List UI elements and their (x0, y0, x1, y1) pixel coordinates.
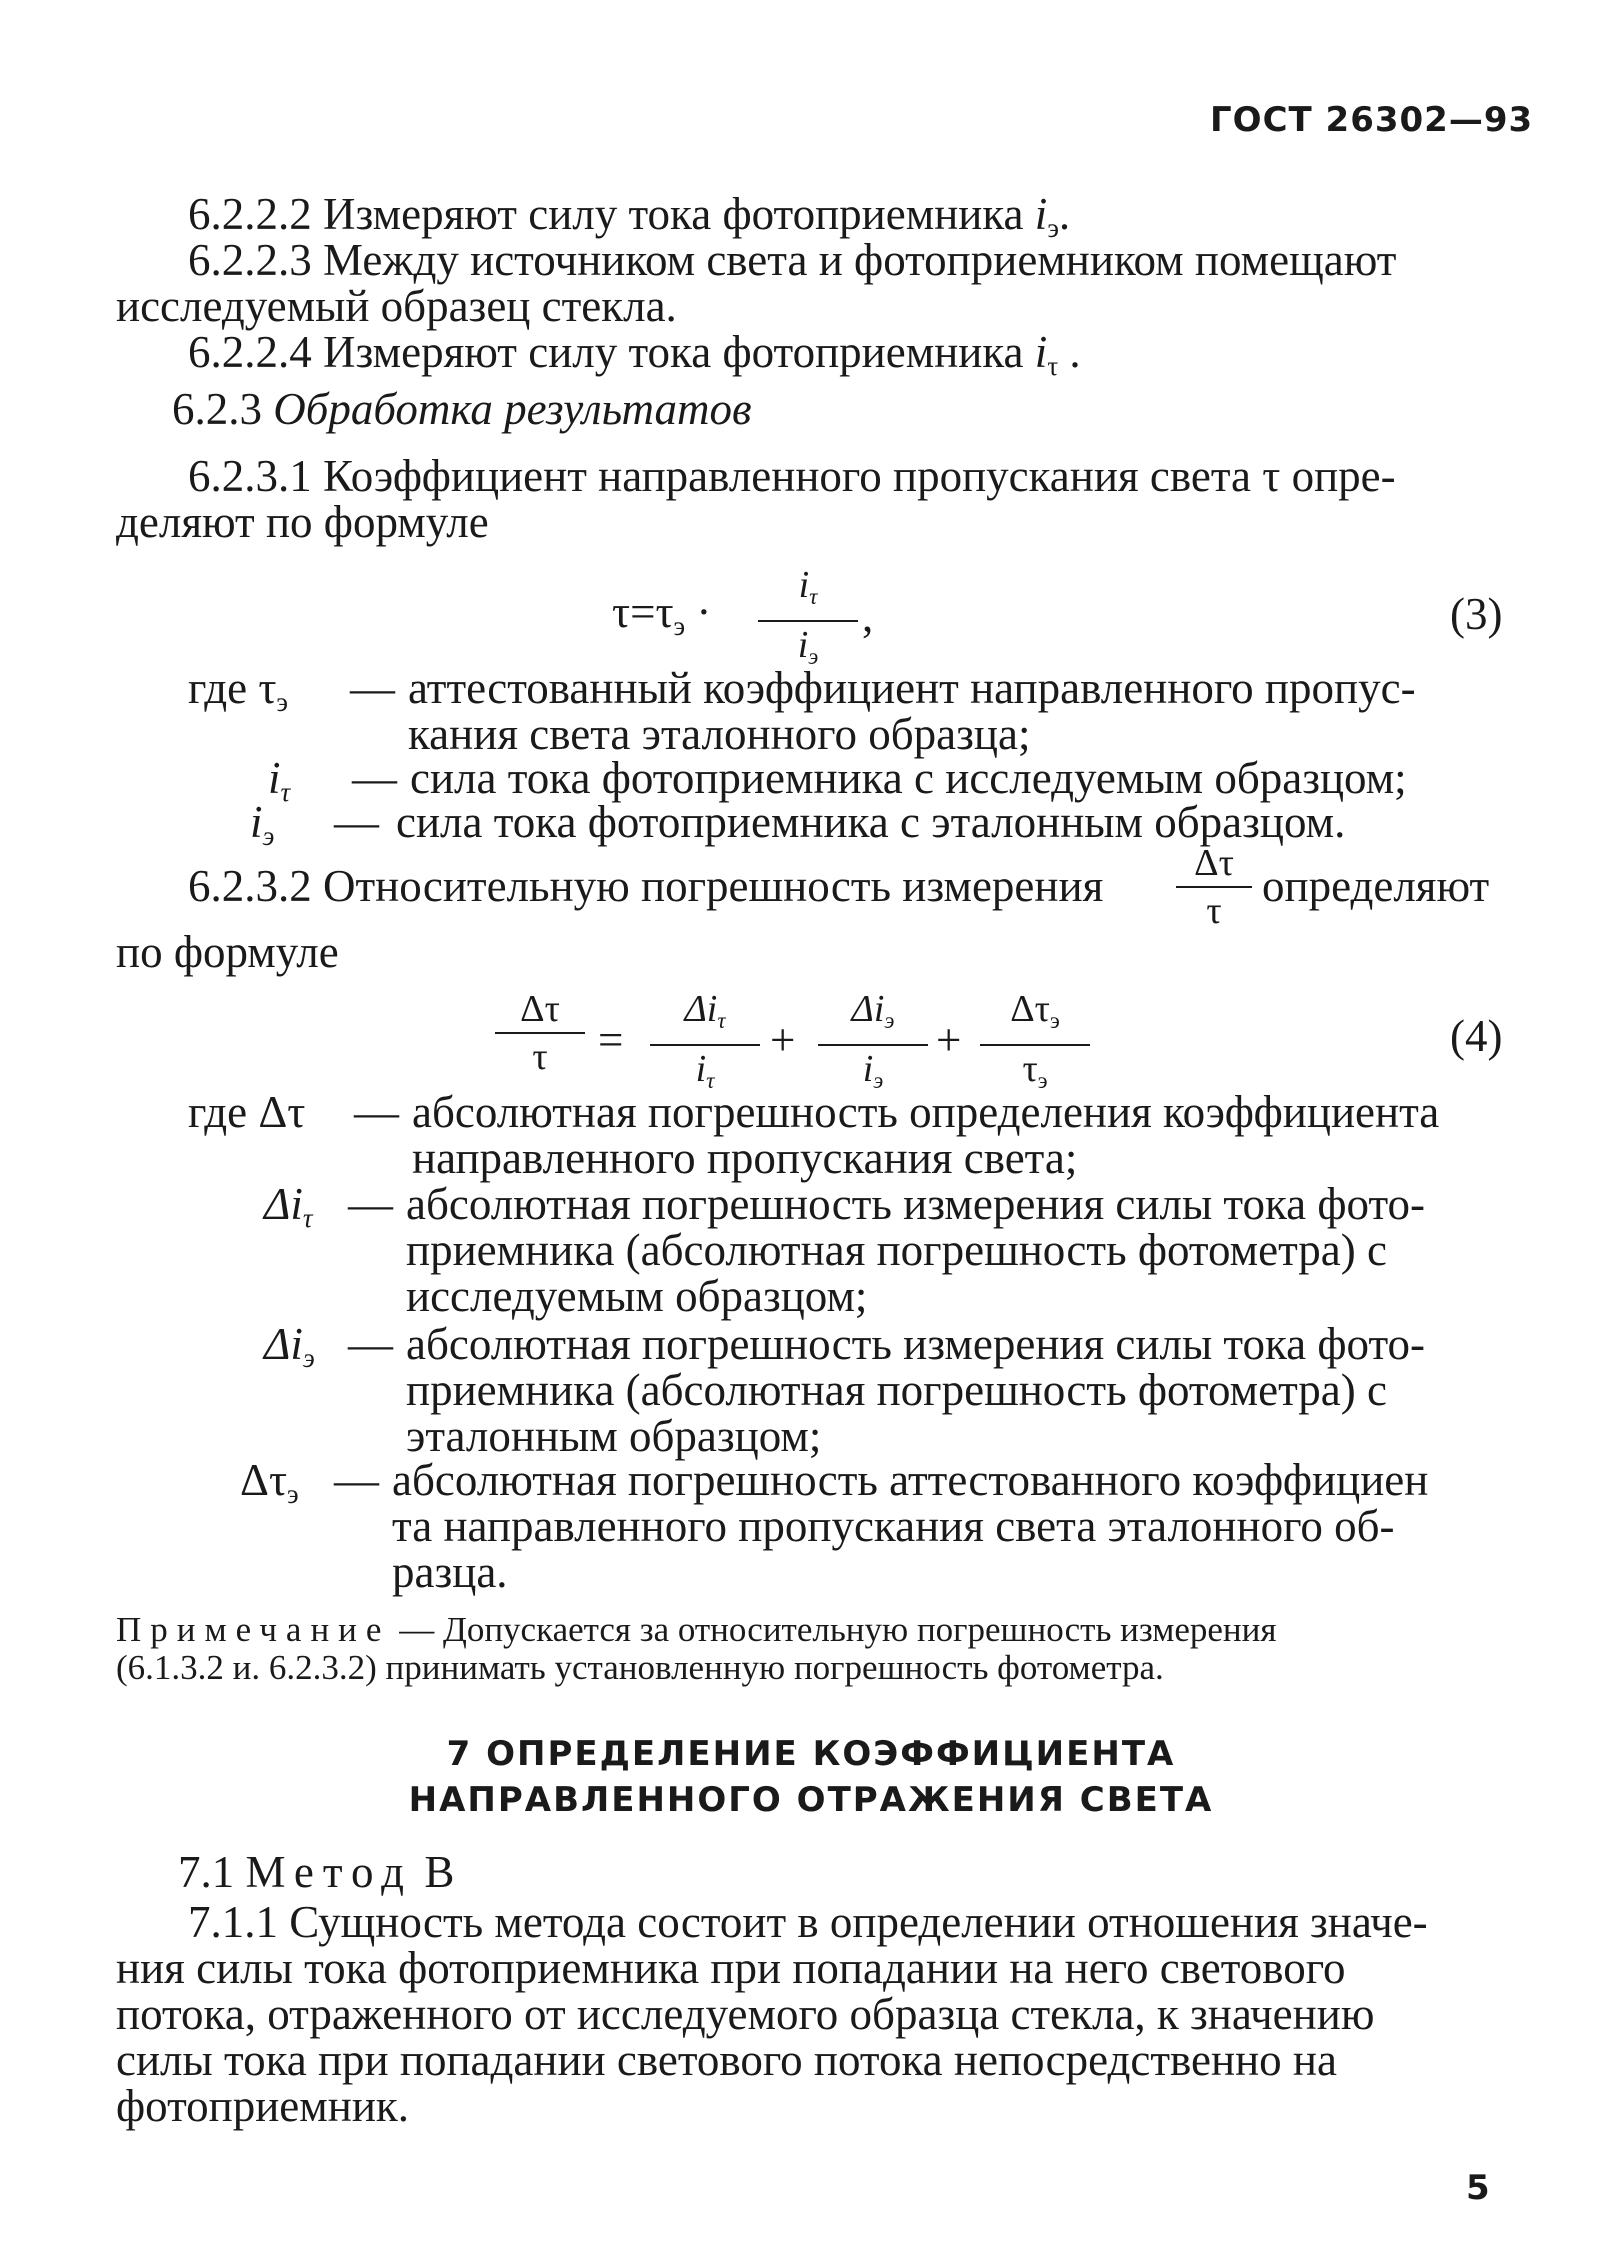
formula-3-number: (3) (1450, 589, 1503, 639)
where-2-dash: — (352, 753, 397, 803)
symbol-text: i (268, 753, 281, 803)
symbol-text: Δi (264, 1319, 303, 1369)
symbol-text: где τ (188, 663, 277, 713)
fraction-bar (980, 1044, 1090, 1046)
numerator-symbol: i (798, 564, 810, 606)
formula-lhs-subscript: э (673, 611, 686, 642)
formula-3-comma: , (862, 591, 874, 641)
method-label: Метод (245, 1847, 414, 1897)
numerator-subscript: э (1049, 1007, 1060, 1033)
where-6-definition-line-1: абсолютная погрешность измерения силы тока фото- (406, 1319, 1426, 1369)
denominator-symbol: i (695, 1047, 707, 1090)
where-7-definition-line-1: абсолютная погрешность аттестованного коэффициен (392, 1455, 1429, 1505)
where-1-symbol-tau-e (188, 664, 288, 726)
paragraph-text: 6.2.2.2 Измеряют силу тока фотоприемника (188, 189, 1035, 239)
multiplication-dot: · (696, 587, 712, 637)
note-line-2: (6.1.3.2 и. 6.2.3.2) принимать установленную погрешность фотометра. (116, 1648, 1164, 1687)
symbol-subscript: τ (302, 1203, 313, 1234)
method-letter: В (413, 1847, 455, 1897)
where-7-definition-line-3: разца. (392, 1547, 508, 1597)
where-7-dash: — (334, 1455, 379, 1505)
denominator-subscript: τ (706, 1067, 715, 1093)
paragraph-6-2-2-3-line-2: исследуемый образец стекла. (116, 281, 677, 331)
numerator-symbol: Δi (851, 988, 885, 1030)
symbol-text: Δτ (240, 1455, 288, 1505)
denominator-symbol: τ (1022, 1047, 1038, 1090)
relative-error-fraction (1176, 842, 1252, 932)
numerator-subscript: э (884, 1007, 895, 1033)
current-symbol: i (1034, 189, 1048, 239)
denominator-subscript: э (808, 643, 819, 669)
fraction-bar (495, 1032, 585, 1034)
where-3-dash: — (334, 797, 379, 847)
fraction-numerator (758, 564, 858, 618)
where-4-dash: — (354, 1087, 399, 1137)
paragraph-7-1-1-line-5: фотоприемник. (116, 2081, 410, 2131)
denominator-subscript: э (873, 1067, 884, 1093)
paragraph-6-2-3-2-line-2: по формуле (116, 927, 339, 977)
where-4-definition-line-2: направленного пропускания света; (412, 1133, 1078, 1183)
where-6-definition-line-3: эталонным образцом; (406, 1411, 822, 1461)
where-6-definition-line-2: приемника (абсолютная погрешность фотометра) с (406, 1365, 1387, 1415)
paragraph-text: 6.2.2.4 Измеряют силу тока фотоприемника (188, 327, 1035, 377)
paragraph-6-2-3-1-line-1: 6.2.3.1 Коэффициент направленного пропускания света τ опре- (188, 451, 1396, 501)
section-7-heading-line-1: 7 ОПРЕДЕЛЕНИЕ КОЭФФИЦИЕНТА (446, 1734, 1176, 1774)
formula-3-lhs (612, 588, 711, 650)
denominator-symbol: i (862, 1047, 874, 1090)
where-5-definition-line-2: приемника (абсолютная погрешность фотометра) с (406, 1225, 1387, 1275)
fraction-numerator (818, 988, 928, 1042)
symbol-subscript: э (1047, 213, 1059, 244)
paragraph-7-1-1-line-4: силы тока при попадании светового потока непосредственно на (116, 2035, 1337, 2085)
where-6-dash: — (348, 1319, 393, 1369)
section-6-2-3-title (172, 385, 752, 433)
section-number: 6.2.3 (172, 384, 274, 434)
symbol-subscript: τ (280, 777, 291, 808)
where-5-definition-line-1: абсолютная погрешность измерения силы тока фото- (406, 1179, 1426, 1229)
formula-4-plus-2: + (936, 1015, 962, 1065)
where-4-symbol-delta-tau: где Δτ (188, 1087, 306, 1137)
numerator-symbol: Δi (684, 988, 718, 1030)
fraction-numerator: Δτ (1194, 842, 1234, 884)
paragraph-end: . (1058, 327, 1081, 377)
denominator-subscript: э (1037, 1067, 1048, 1093)
symbol-subscript: τ (1047, 351, 1059, 382)
where-7-symbol-delta-tau-e (240, 1456, 299, 1518)
current-symbol: i (1034, 327, 1048, 377)
symbol-subscript: э (276, 687, 289, 718)
formula-3-fraction (758, 564, 858, 678)
symbol-subscript: э (302, 1343, 315, 1374)
paragraph-7-1-1-line-1: 7.1.1 Сущность метода состоит в определении отношения значе- (188, 1897, 1428, 1947)
note-line-1 (116, 1610, 1277, 1650)
formula-4-number: (4) (1450, 1011, 1503, 1061)
paragraph-end: . (1058, 189, 1071, 239)
paragraph-6-2-3-2-line-1-end: определяют (1262, 861, 1490, 911)
where-1-definition-cont: кания света эталонного образца; (408, 709, 1031, 759)
where-3-symbol-i-e (250, 798, 274, 860)
paragraph-6-2-3-2-line-1: 6.2.3.2 Относительную погрешность измерения (188, 861, 1104, 911)
document-header: ГОСТ 26302—93 (1210, 100, 1534, 140)
where-7-definition-line-2: та направленного пропускания света эталонного об- (392, 1501, 1395, 1551)
where-5-symbol-delta-i-tau (264, 1180, 313, 1242)
fraction-numerator: Δτ (520, 988, 560, 1030)
note-text: — Допускается за относительную погрешность измерения (390, 1610, 1277, 1649)
where-5-dash: — (348, 1179, 393, 1229)
numerator-symbol: Δτ (1010, 988, 1050, 1030)
symbol-subscript: э (287, 1479, 299, 1510)
paragraph-7-1-1-line-3: потока, отраженного от исследуемого образца стекла, к значению (116, 1989, 1375, 2039)
paragraph-6-2-3-1-line-2: деляют по формуле (116, 497, 489, 547)
fraction-denominator: τ (532, 1036, 548, 1078)
fraction-numerator (980, 988, 1090, 1042)
paragraph-6-2-2-3-line-1: 6.2.2.3 Между источником света и фотоприемником помещают (188, 235, 1397, 285)
where-5-definition-line-3: исследуемым образцом; (406, 1271, 868, 1321)
formula-4-fraction-2 (650, 988, 760, 1102)
symbol-subscript: э (262, 821, 275, 852)
fraction-bar (650, 1044, 760, 1046)
where-1-dash: — (350, 663, 395, 713)
fraction-bar (1176, 886, 1252, 888)
subsection-7-1-title (178, 1848, 454, 1896)
where-1-definition: аттестованный коэффициент направленного пропус- (408, 663, 1416, 713)
where-2-definition: сила тока фотоприемника с исследуемым образцом; (410, 753, 1407, 803)
subsection-number: 7.1 (178, 1847, 246, 1897)
symbol-text: Δi (264, 1179, 303, 1229)
formula-4-plus-1: + (770, 1015, 796, 1065)
formula-4-fraction-1 (495, 988, 585, 1078)
paragraph-7-1-1-line-2: ния силы тока фотоприемника при попадании на него светового (116, 1943, 1346, 1993)
where-4-definition-line-1: абсолютная погрешность определения коэффициента (412, 1087, 1440, 1137)
numerator-subscript: τ (809, 583, 818, 609)
formula-lhs-text: τ=τ (612, 587, 674, 637)
fraction-bar (818, 1044, 928, 1046)
symbol-text: i (250, 797, 263, 847)
fraction-bar (758, 620, 858, 622)
where-6-symbol-delta-i-e (264, 1320, 315, 1382)
section-title: Обработка результатов (273, 384, 752, 434)
formula-4-fraction-3 (818, 988, 928, 1102)
numerator-subscript: τ (717, 1007, 726, 1033)
page-number: 5 (1466, 2168, 1490, 2208)
where-3-definition: сила тока фотоприемника с эталонным образцом. (396, 797, 1346, 847)
note-label: Примечание (116, 1610, 391, 1649)
fraction-numerator (650, 988, 760, 1042)
formula-4-fraction-4 (980, 988, 1090, 1102)
formula-4-equals: = (598, 1015, 624, 1065)
denominator-symbol: i (797, 623, 809, 666)
paragraph-6-2-2-4 (188, 328, 1081, 390)
section-7-heading-line-2: НАПРАВЛЕННОГО ОТРАЖЕНИЯ СВЕТА (408, 1780, 1214, 1820)
fraction-denominator: τ (1206, 890, 1222, 932)
